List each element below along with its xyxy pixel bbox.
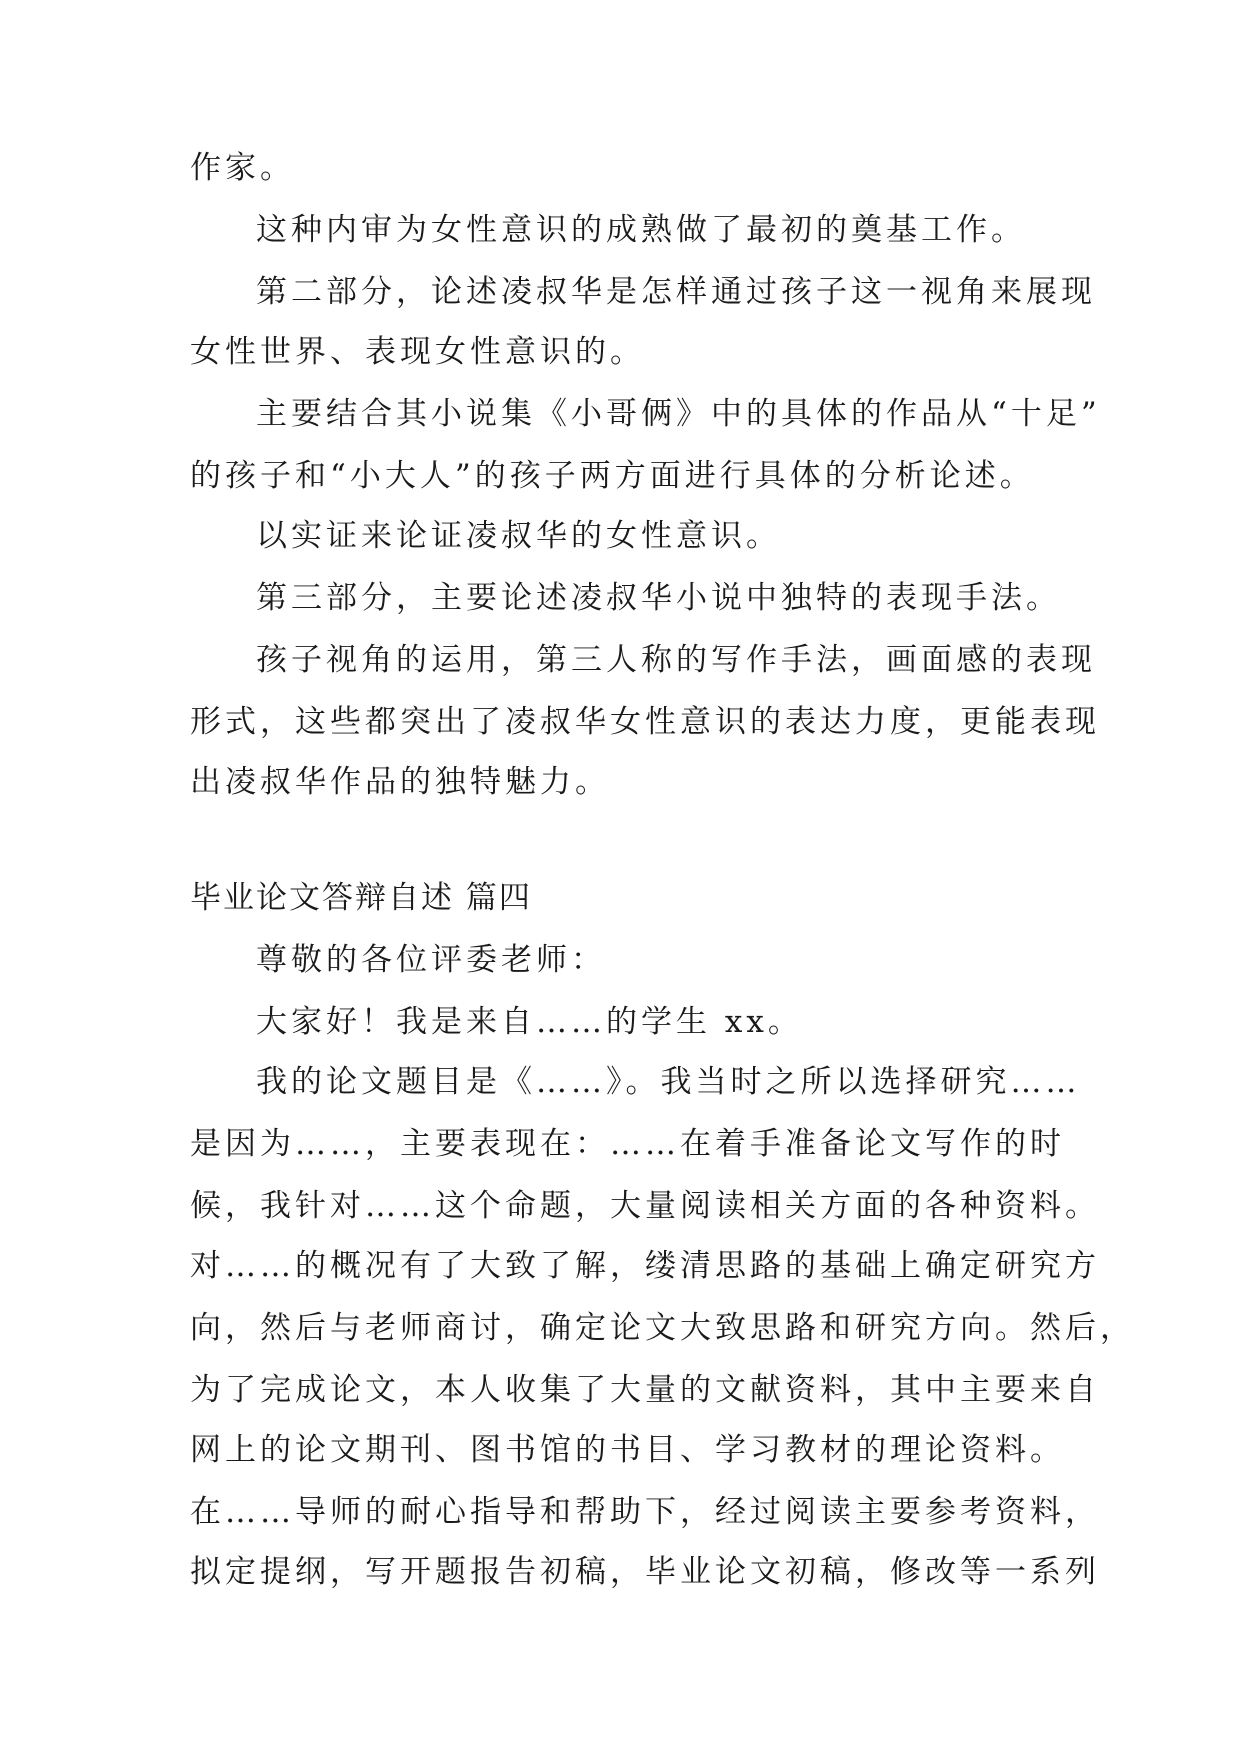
text-line: 大家好！我是来自……的学生 xx。 <box>256 1004 803 1040</box>
text-line: 为了完成论文，本人收集了大量的文献资料，其中主要来自 <box>190 1372 1100 1408</box>
text-line: 作家。 <box>190 150 295 186</box>
text-line: 的孩子和“小大人”的孩子两方面进行具体的分析论述。 <box>190 458 1035 494</box>
text-line: 主要结合其小说集《小哥俩》中的具体的作品从“十足” <box>256 396 1101 432</box>
text-line: 女性世界、表现女性意识的。 <box>190 334 645 370</box>
text-line: 是因为……，主要表现在：……在着手准备论文写作的时 <box>190 1126 1065 1162</box>
text-line: 对……的概况有了大致了解，缕清思路的基础上确定研究方 <box>190 1248 1100 1284</box>
text-line: 出凌叔华作品的独特魅力。 <box>190 764 610 800</box>
text-line: 候，我针对……这个命题，大量阅读相关方面的各种资料。 <box>190 1188 1100 1224</box>
text-line: 尊敬的各位评委老师： <box>256 942 606 978</box>
text-line: 这种内审为女性意识的成熟做了最初的奠基工作。 <box>256 212 1026 248</box>
text-line: 网上的论文期刊、图书馆的书目、学习教材的理论资料。 <box>190 1432 1065 1468</box>
text-line: 第二部分，论述凌叔华是怎样通过孩子这一视角来展现 <box>256 274 1096 310</box>
text-line: 我的论文题目是《……》。我当时之所以选择研究…… <box>256 1064 1081 1100</box>
text-line: 第三部分，主要论述凌叔华小说中独特的表现手法。 <box>256 580 1061 616</box>
text-line: 向，然后与老师商讨，确定论文大致思路和研究方向。然后， <box>190 1310 1135 1346</box>
text-line: 形式，这些都突出了凌叔华女性意识的表达力度，更能表现 <box>190 704 1100 740</box>
section-heading: 毕业论文答辩自述 篇四 <box>190 880 532 916</box>
text-line: 孩子视角的运用，第三人称的写作手法，画面感的表现 <box>256 642 1096 678</box>
text-line: 在……导师的耐心指导和帮助下，经过阅读主要参考资料， <box>190 1494 1100 1530</box>
text-line: 以实证来论证凌叔华的女性意识。 <box>256 518 781 554</box>
text-line: 拟定提纲，写开题报告初稿，毕业论文初稿，修改等一系列 <box>190 1554 1100 1590</box>
